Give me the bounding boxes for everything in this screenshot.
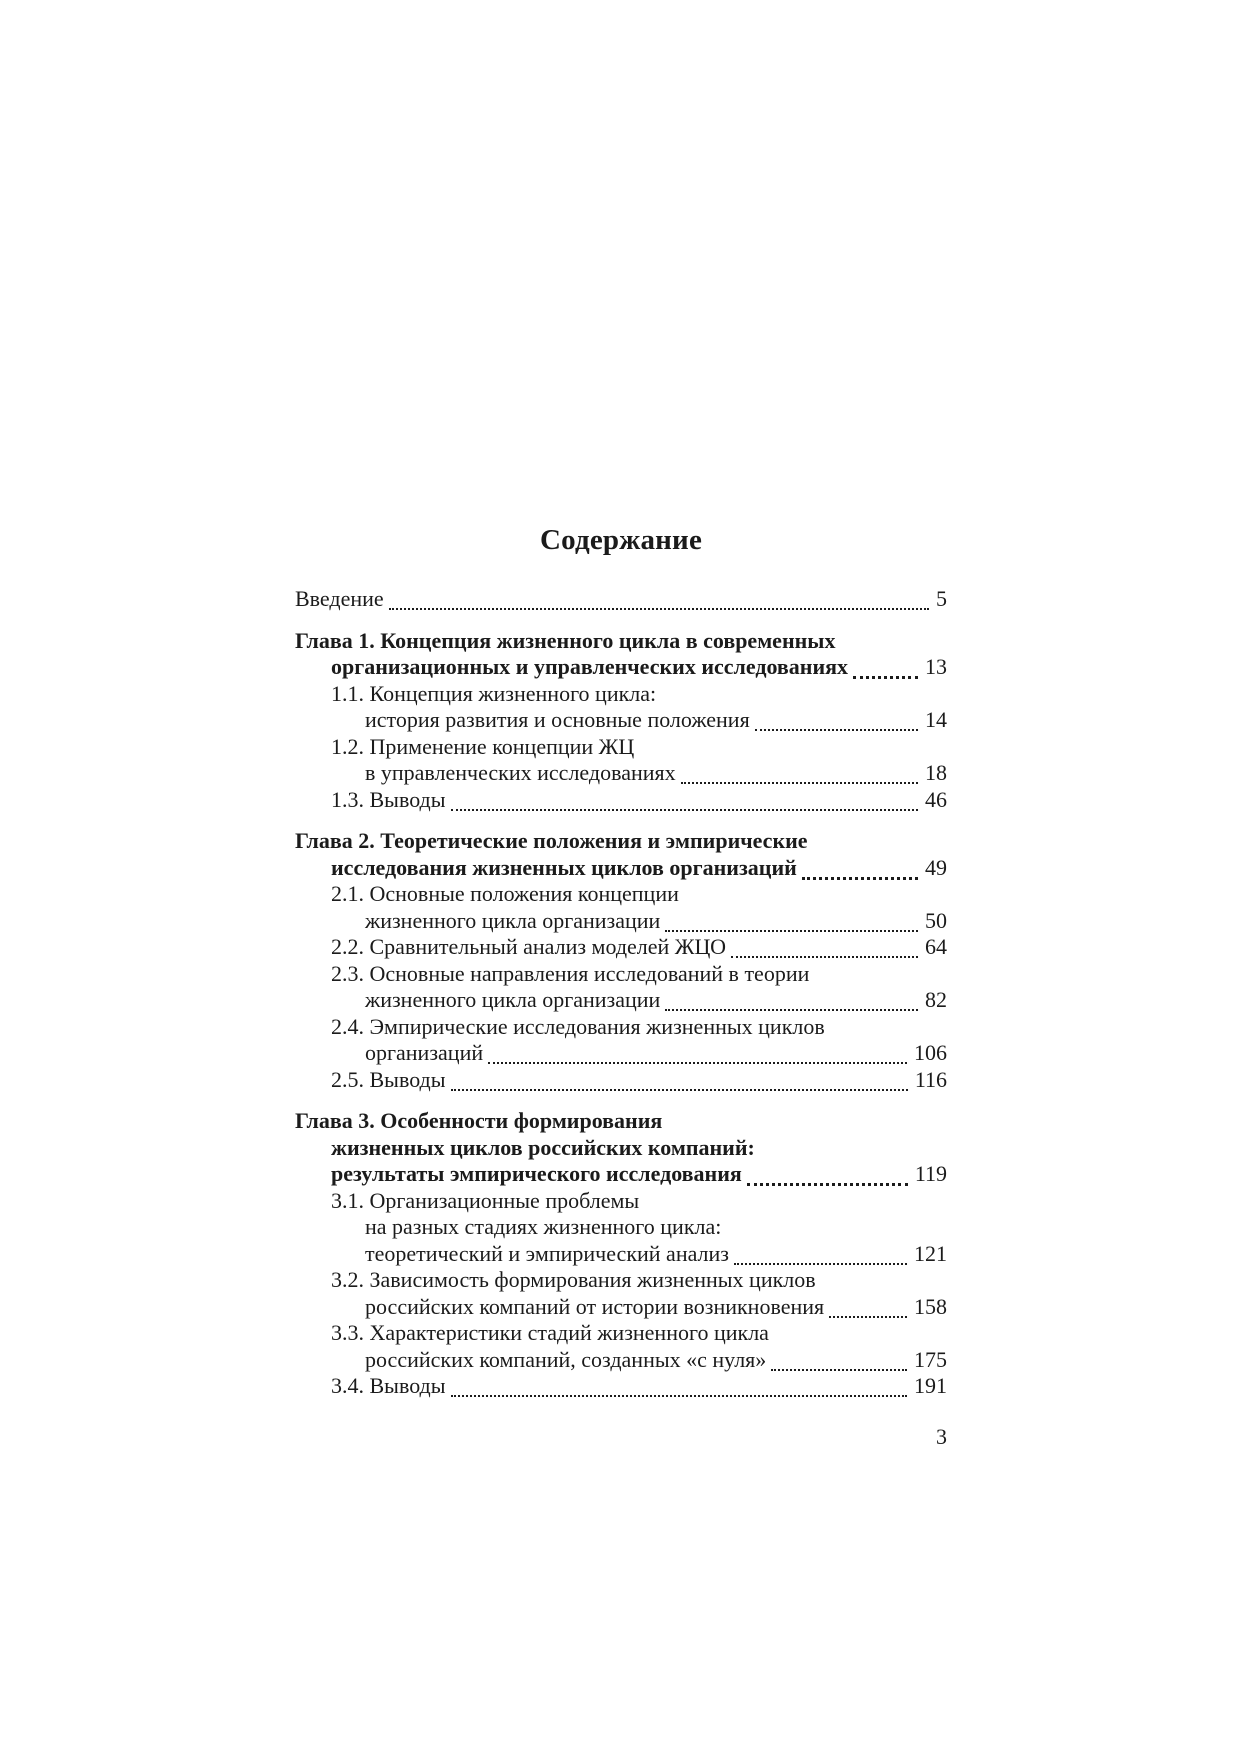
toc-page-number: 121	[914, 1240, 947, 1266]
toc-entry-text: жизненного цикла организации	[365, 907, 661, 933]
toc-page-number: 158	[914, 1293, 947, 1319]
toc-entry-text: 2.2. Сравнительный анализ моделей ЖЦО	[331, 934, 726, 959]
toc-entry-text: Глава 3. Особенности формирования	[295, 1108, 663, 1133]
toc-row	[295, 1188, 947, 1215]
toc-dot-leader	[665, 987, 918, 1011]
toc-page-number: 13	[925, 654, 947, 679]
toc-dot-leader	[771, 1347, 907, 1371]
toc-row	[295, 934, 947, 961]
toc-entry-text: жизненных циклов российских компаний:	[331, 1134, 755, 1160]
toc-page-number: 46	[925, 786, 947, 812]
toc-row	[295, 1067, 947, 1094]
toc-entry-text: Введение	[295, 586, 384, 611]
toc-entry-text: 1.1. Концепция жизненного цикла:	[331, 680, 657, 706]
toc-entry-text: история развития и основные положения	[365, 707, 750, 732]
toc-row	[295, 1014, 947, 1041]
toc-dot-leader	[747, 1161, 908, 1186]
toc-entry-text: в управленческих исследованиях	[365, 760, 676, 785]
toc-entry-text: 2.1. Основные положения концепции	[331, 881, 679, 906]
toc-row	[295, 1040, 947, 1067]
page-title: Содержание	[539, 524, 703, 556]
toc-entry-text: результаты эмпирического исследования	[331, 1161, 742, 1186]
toc-row	[295, 828, 947, 855]
toc-page-number: 82	[925, 987, 947, 1012]
toc-content	[295, 522, 947, 1450]
toc-page-number: 14	[925, 707, 947, 732]
toc-row	[295, 855, 947, 882]
toc-page-number: 50	[925, 907, 947, 933]
toc-row	[295, 787, 947, 814]
toc-entry-text: 3.1. Организационные проблемы	[331, 1187, 640, 1213]
toc-entry-text: организационных и управленческих исследованиях	[331, 654, 849, 679]
toc-row	[295, 734, 947, 761]
toc-entry-text: 3.3. Характеристики стадий жизненного цикла	[331, 1320, 769, 1345]
toc-dot-leader	[755, 707, 918, 731]
toc-row	[295, 1241, 947, 1268]
toc-entry-text: 1.3. Выводы	[331, 786, 446, 812]
toc-page-number: 106	[914, 1040, 947, 1065]
toc-dot-leader	[389, 586, 929, 610]
toc-entry-text: Глава 2. Теоретические положения и эмпирические	[295, 828, 808, 853]
toc-row	[295, 1294, 947, 1321]
toc-dot-leader	[853, 654, 918, 679]
toc-row	[295, 961, 947, 988]
toc-row	[295, 681, 947, 708]
page-number-footer: 3	[936, 1423, 947, 1449]
toc-entry-text: организаций	[365, 1040, 484, 1065]
toc-row	[295, 1135, 947, 1162]
toc-entry-text: 3.4. Выводы	[331, 1373, 446, 1398]
toc-dot-leader	[488, 1040, 907, 1064]
toc-entry-text: Глава 1. Концепция жизненного цикла в современных	[295, 627, 836, 653]
toc-row	[295, 707, 947, 734]
toc-page-number: 5	[936, 586, 947, 611]
toc-entry-text: на разных стадиях жизненного цикла:	[365, 1214, 722, 1239]
toc-dot-leader	[829, 1294, 907, 1318]
toc-row	[295, 1267, 947, 1294]
toc-rows	[295, 586, 947, 1400]
toc-entry-text: жизненного цикла организации	[365, 987, 661, 1012]
toc-row	[295, 1161, 947, 1188]
toc-entry-text: 2.4. Эмпирические исследования жизненных циклов	[331, 1013, 825, 1039]
toc-entry-text: российских компаний от истории возникновения	[365, 1293, 825, 1319]
toc-row	[295, 654, 947, 681]
toc-dot-leader	[731, 934, 918, 958]
toc-dot-leader	[681, 760, 918, 784]
toc-row	[295, 760, 947, 787]
toc-row	[295, 881, 947, 908]
toc-row	[295, 1320, 947, 1347]
toc-page-number: 191	[914, 1373, 947, 1398]
toc-row	[295, 1214, 947, 1241]
toc-entry-text: 3.2. Зависимость формирования жизненных циклов	[331, 1267, 816, 1292]
toc-dot-leader	[665, 908, 918, 932]
toc-row	[295, 908, 947, 935]
toc-row	[295, 586, 947, 613]
toc-page-number: 18	[925, 760, 947, 785]
toc-row	[295, 1347, 947, 1374]
toc-entry-text: 1.2. Применение концепции ЖЦ	[331, 733, 635, 759]
toc-row	[295, 628, 947, 655]
toc-dot-leader	[451, 787, 918, 811]
toc-page-number: 49	[925, 854, 947, 880]
toc-dot-leader	[451, 1373, 907, 1397]
toc-dot-leader	[734, 1241, 907, 1265]
toc-entry-text: исследования жизненных циклов организаций	[331, 854, 797, 880]
toc-row	[295, 987, 947, 1014]
toc-entry-text: 2.3. Основные направления исследований в теории	[331, 960, 810, 986]
toc-dot-leader	[802, 855, 918, 880]
toc-page-number: 64	[925, 934, 947, 959]
toc-page-number: 119	[914, 1161, 947, 1186]
toc-page-number: 116	[914, 1066, 947, 1092]
toc-row	[295, 1108, 947, 1135]
toc-entry-text: 2.5. Выводы	[331, 1066, 446, 1092]
toc-row	[295, 1373, 947, 1400]
toc-entry-text: теоретический и эмпирический анализ	[365, 1240, 729, 1266]
toc-entry-text: российских компаний, созданных «с нуля»	[365, 1346, 767, 1372]
toc-page-number: 175	[914, 1346, 947, 1372]
toc-dot-leader	[451, 1067, 908, 1091]
